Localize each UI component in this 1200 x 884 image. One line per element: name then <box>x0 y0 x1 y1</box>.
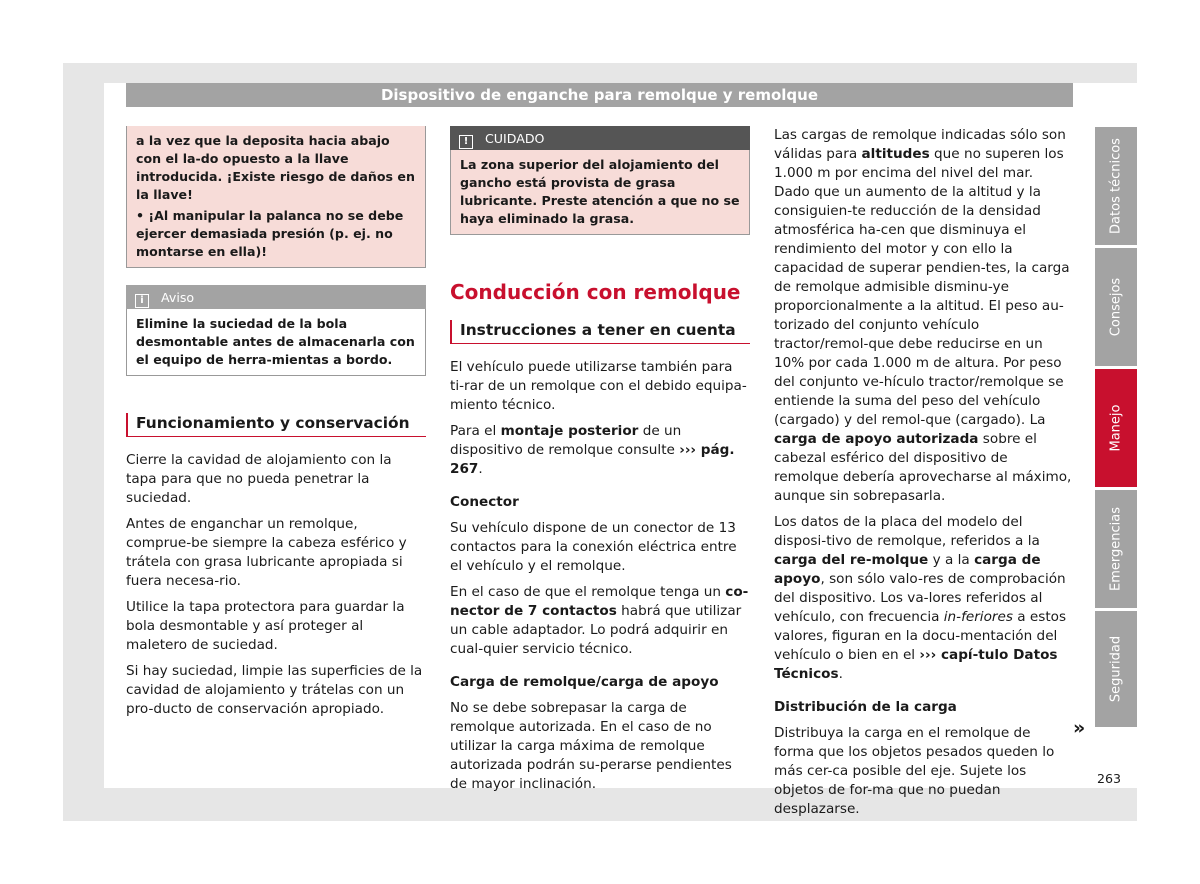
continue-arrow-icon: » <box>1073 717 1086 739</box>
minor-heading-conector: Conector <box>450 494 519 510</box>
paragraph: El vehículo puede utilizarse también para ti-rar de un remolque con el debido equipa-miento técnico. <box>450 359 747 413</box>
heading-funcionamiento: Funcionamiento y conservación <box>126 413 426 437</box>
tab-datos-tecnicos[interactable]: Datos técnicos <box>1095 127 1137 245</box>
paragraph: Su vehículo dispone de un conector de 13 contactos para la conexión eléctrica entre el vehículo y el remolque. <box>450 520 737 574</box>
minor-heading-distribucion: Distribución de la carga <box>774 699 957 715</box>
cuidado-note <box>450 126 750 235</box>
paragraph: Si hay suciedad, limpie las superficies de la cavidad de alojamiento y trátelas con un pro-ducto de conservación apropiado. <box>126 663 423 717</box>
cross-reference-link[interactable]: ››› capí-tulo Datos Técnicos <box>774 647 1058 682</box>
aviso-text: Elimine la suciedad de la bola desmontable antes de almacenarla con el equipo de herra-mientas a bordo. <box>126 309 426 376</box>
column-2 <box>450 126 750 801</box>
info-icon: i <box>135 294 149 308</box>
cuidado-text: La zona superior del alojamiento del gancho está provista de grasa lubricante. Preste atención a que no se haya eliminado la grasa. <box>450 150 750 235</box>
tab-consejos[interactable]: Consejos <box>1095 248 1137 366</box>
paragraph: Cierre la cavidad de alojamiento con la tapa para que no pueda penetrar la suciedad. <box>126 452 392 506</box>
paragraph: Antes de enganchar un remolque, comprue-be siempre la cabeza esférico y trátela con grasa lubricante apropiada si fuera necesa-rio. <box>126 516 407 589</box>
paragraph: Utilice la tapa protectora para guardar la bola desmontable y así proteger al maletero de suciedad. <box>126 599 405 653</box>
subheading-instrucciones: Instrucciones a tener en cuenta <box>450 320 750 344</box>
caution-icon: ! <box>459 135 473 149</box>
warning-continuation-box <box>126 126 426 268</box>
paragraph: Las cargas de remolque indicadas sólo son válidas para altitudes que no superen los 1.000 m por encima del nivel del mar. Dado que un aumento de la altitud y la consiguien-te reducción de la densidad atmosférica ha-cen que disminuya el rendimiento del motor y con ello la capacidad de superar pendien-tes, la carga de remolque admisible disminu-ye proporcionalmente a la altitud. El peso au-torizado del conjunto vehículo tractor/remol-que debe reducirse en un 10% por cada 1.000 m de altura. Por peso del conjunto ve-hículo tractor/remolque se entiende la suma del peso del vehículo (cargado) y del remol-que (cargado). La carga de apoyo autorizada sobre el cabezal esférico del dispositivo de remolque debería aprovecharse al máximo, aunque sin sobrepasarla. <box>774 127 1072 504</box>
paragraph: En el caso de que el remolque tenga un co-nector de 7 contactos habrá que utilizar un cable adaptador. Lo podrá adquirir en cual-quier servicio técnico. <box>450 584 749 657</box>
tab-emergencias[interactable]: Emergencias <box>1095 490 1137 608</box>
aviso-header <box>126 285 426 309</box>
paragraph: No se debe sobrepasar la carga de remolque autorizada. En el caso de no utilizar la carga máxima de remolque autorizada podrán su-perarse pendientes de mayor inclinación. <box>450 700 732 792</box>
tab-seguridad[interactable]: Seguridad <box>1095 611 1137 727</box>
aviso-label: Aviso <box>161 290 195 305</box>
page-number: 263 <box>1097 771 1122 786</box>
section-title: Conducción con remolque <box>450 280 741 304</box>
page-header-title: Dispositivo de enganche para remolque y remolque <box>126 83 1073 107</box>
cross-reference-link[interactable]: ››› pág. 267 <box>450 442 735 477</box>
paragraph: Los datos de la placa del modelo del disposi-tivo de remolque, referidos a la carga del re-molque y a la carga de apoyo, son sólo valo-res de comprobación del dispositivo. Los va-lores referidos al vehículo, con frecuencia in-feriores a estos valores, figuran en la docu-mentación del vehículo o bien en el ››› capí-tulo Datos Técnicos. <box>774 514 1067 682</box>
warning-text-2: • ¡Al manipular la palanca no se debe ejercer demasiada presión (p. ej. no montarse en ella)! <box>136 208 404 259</box>
cuidado-label: CUIDADO <box>485 131 545 146</box>
paragraph: Distribuya la carga en el remolque de forma que los objetos pesados queden lo más cer-ca posible del eje. Sujete los objetos de for-ma que no puedan desplazarse. <box>774 725 1055 817</box>
paragraph: Para el montaje posterior de un dispositivo de remolque consulte ››› pág. 267. <box>450 423 735 477</box>
cuidado-header <box>450 126 750 150</box>
column-1 <box>126 126 426 726</box>
tab-manejo[interactable]: Manejo <box>1095 369 1137 487</box>
warning-text-1: a la vez que la deposita hacia abajo con el la-do opuesto a la llave introducida. ¡Existe riesgo de daños en la llave! <box>136 133 415 202</box>
aviso-note <box>126 285 426 376</box>
minor-heading-carga: Carga de remolque/carga de apoyo <box>450 674 719 690</box>
column-3 <box>774 126 1072 826</box>
